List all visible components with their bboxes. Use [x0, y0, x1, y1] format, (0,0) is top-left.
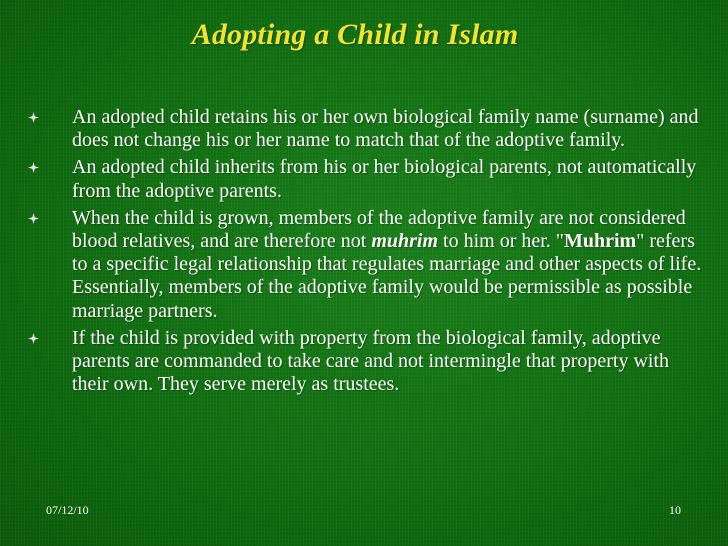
bullet-text-part: " refers to a specific legal relationship that regulates marriage and other aspects of life. Essentially, members of the adoptive family would be permissible as possible marriage partners.	[72, 230, 702, 322]
diamond-bullet-icon	[28, 112, 39, 123]
bullet-item	[24, 327, 709, 397]
diamond-bullet-icon	[28, 333, 39, 344]
bullet-text-part: When the child is grown, members of the adoptive family are not considered blood relatives, and are therefore not	[72, 206, 686, 253]
bullet-item	[24, 207, 709, 323]
bullet-item	[24, 156, 709, 202]
bold-term: Muhrim	[563, 230, 637, 253]
bullet-text: If the child is provided with property from the biological family, adoptive parents are commanded to take care and not intermingle that property with their own. They serve merely as trustees.	[72, 326, 670, 396]
footer-date: 07/12/10	[46, 503, 89, 517]
emphasized-term: muhrim	[371, 230, 439, 253]
bullet-text-part: to him or her. "	[438, 230, 564, 253]
bullet-item	[24, 106, 709, 152]
bullet-text: An adopted child retains his or her own biological family name (surname) and does not change his or her name to match that of the adoptive family.	[72, 106, 699, 152]
diamond-bullet-icon	[28, 213, 39, 224]
bullet-text: An adopted child inherits from his or her biological parents, not automatically from the adoptive parents.	[72, 156, 697, 202]
bullet-list	[24, 106, 709, 400]
slide-title: Adopting a Child in Islam	[191, 18, 519, 51]
footer-page-number: 10	[669, 503, 681, 517]
diamond-bullet-icon	[28, 162, 39, 173]
